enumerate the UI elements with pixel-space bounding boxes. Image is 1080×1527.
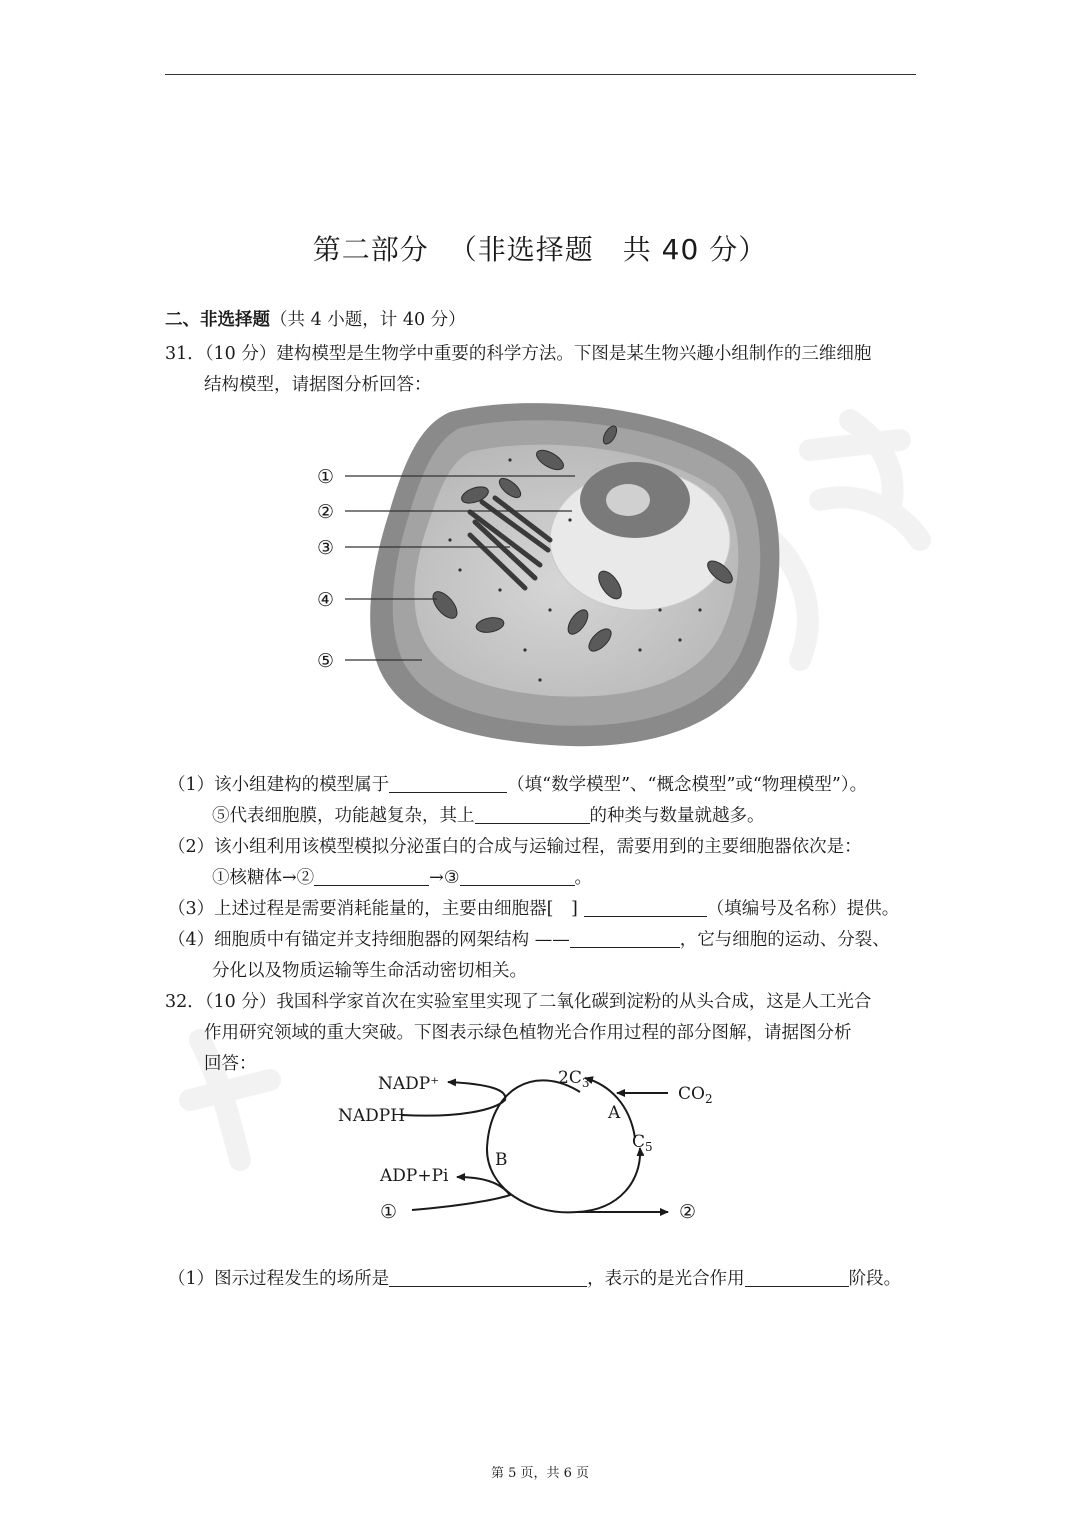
answer-blank[interactable] (475, 805, 590, 824)
c5-label: $C_5$ (632, 1132, 653, 1154)
q31-stem-line1: 31．（10 分）建构模型是生物学中重要的科学方法。下图是某生物兴趣小组制作的三维细胞 (165, 344, 872, 364)
part-title-sub: （非选择题 共 40 分） (448, 233, 768, 266)
answer-blank[interactable] (389, 1268, 587, 1287)
section-heading (165, 306, 466, 331)
nadp-plus-label: NADP⁺ (378, 1074, 440, 1094)
nucleolus (606, 484, 650, 516)
q31-s2-line1: （2）该小组利用该模型模拟分泌蛋白的合成与运输过程，需要用到的主要细胞器依次是： (168, 837, 862, 857)
nadph-label: NADPH (338, 1106, 406, 1126)
label-a: A (608, 1103, 621, 1123)
c3-label: $2C_3$ (558, 1068, 590, 1090)
answer-blank[interactable] (460, 867, 575, 886)
q31-s3: （3）上述过程是需要消耗能量的，主要由细胞器[ ] （填编号及名称）提供。 (168, 899, 900, 919)
adp-pi-label: ADP+Pi (380, 1166, 449, 1186)
label-3: ③ (317, 537, 335, 559)
section-title: 二、非选择题 (165, 310, 270, 330)
q31-stem-line2: 结构模型，请据图分析回答： (204, 375, 432, 395)
q32-stem-line3: 回答： (204, 1054, 257, 1074)
answer-blank[interactable] (314, 867, 429, 886)
q32-s1: （1）图示过程发生的场所是 ，表示的是光合作用 阶段。 (168, 1269, 902, 1289)
cycle-arc-left (487, 1080, 580, 1212)
cell-model-figure (310, 400, 790, 750)
q31-s1-line1: （1）该小组建构的模型属于 （填“数学模型”、“概念模型”或“物理模型”）。 (168, 775, 868, 795)
label-2: ② (317, 501, 335, 523)
q31-s2-line2: ①核糖体→② →③ 。 (212, 868, 593, 888)
q31-s4-line1: （4）细胞质中有锚定并支持细胞器的网架结构 —— ，它与细胞的运动、分裂、 (168, 930, 890, 950)
answer-blank[interactable] (584, 898, 707, 917)
cycle-arc-right (577, 1148, 640, 1212)
q32-stem-line1: 32．（10 分）我国科学家首次在实验室里实现了二氧化碳到淀粉的从头合成，这是人工光合 (165, 992, 872, 1012)
q31-s1-line2: ⑤代表细胞膜，功能越复杂，其上 的种类与数量就越多。 (212, 806, 765, 826)
section-note: （共 4 小题，计 40 分） (270, 310, 466, 330)
label-1: ① (317, 466, 335, 488)
calvin-cycle-diagram (330, 1060, 730, 1235)
answer-blank[interactable] (570, 929, 680, 948)
q32-stem-line2: 作用研究领域的重大突破。下图表示绿色植物光合作用过程的部分图解，请据图分析 (204, 1023, 852, 1043)
part-title (0, 228, 1080, 268)
label-b: B (495, 1150, 508, 1170)
answer-blank[interactable] (745, 1268, 849, 1287)
label-4: ④ (317, 589, 335, 611)
co2-label: $CO_2$ (678, 1084, 713, 1106)
output-2-label: ② (679, 1201, 697, 1223)
page-footer: 第 5 页，共 6 页 (490, 1466, 590, 1481)
answer-blank[interactable] (389, 774, 507, 793)
part-title-main: 第二部分 (312, 233, 429, 266)
q31-s4-line2: 分化以及物质运输等生命活动密切相关。 (212, 961, 527, 981)
top-rule (165, 74, 916, 75)
label-5: ⑤ (317, 650, 335, 672)
input-1-label: ① (380, 1201, 398, 1223)
